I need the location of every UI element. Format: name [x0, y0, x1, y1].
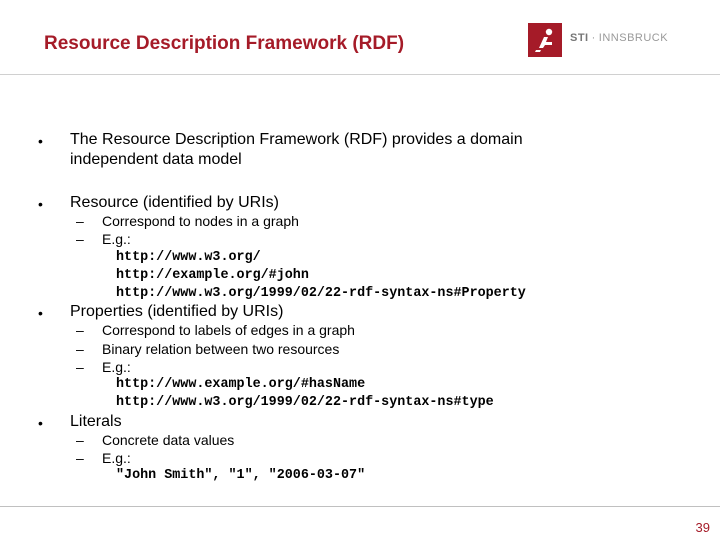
- sub-bullet: – E.g.:: [76, 450, 131, 466]
- page-number: 39: [695, 520, 710, 535]
- sub-bullet: – Binary relation between two resources: [76, 341, 340, 357]
- header-divider: [0, 74, 720, 75]
- bullet-text-4: Literals: [70, 413, 122, 430]
- code-line: http://www.w3.org/: [116, 250, 261, 265]
- bullet-marker: •: [38, 133, 43, 149]
- bullet-text-1-cont: independent data model: [70, 151, 242, 168]
- logo-mark-icon: [528, 23, 562, 57]
- sub-bullet: – E.g.:: [76, 231, 131, 247]
- code-line: http://www.w3.org/1999/02/22-rdf-syntax-ns#type: [116, 395, 494, 410]
- bullet-text-1: The Resource Description Framework (RDF) provides a domain: [70, 131, 523, 148]
- bullet-marker: •: [38, 196, 43, 212]
- logo-text: STI · INNSBRUCK: [570, 32, 669, 44]
- bullet-marker: •: [38, 415, 43, 431]
- sub-bullet: – E.g.:: [76, 359, 131, 375]
- sub-bullet: – Correspond to labels of edges in a graph: [76, 322, 355, 338]
- sub-bullet: – Concrete data values: [76, 432, 235, 448]
- code-line: http://www.w3.org/1999/02/22-rdf-syntax-ns#Property: [116, 286, 526, 301]
- code-line: http://example.org/#john: [116, 268, 309, 283]
- code-line: "John Smith", "1", "2006-03-07": [116, 468, 366, 483]
- code-line: http://www.example.org/#hasName: [116, 377, 366, 392]
- bullet-marker: •: [38, 305, 43, 321]
- sub-bullet: – Correspond to nodes in a graph: [76, 213, 299, 229]
- slide-title: Resource Description Framework (RDF): [44, 33, 405, 54]
- footer-divider: [0, 506, 720, 507]
- bullet-text-3: Properties (identified by URIs): [70, 303, 284, 320]
- bullet-text-2: Resource (identified by URIs): [70, 194, 279, 211]
